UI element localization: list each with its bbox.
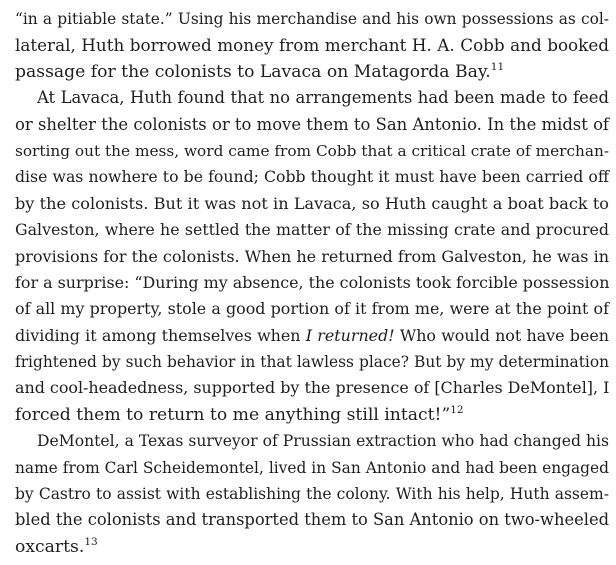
- paragraph-2: [15, 85, 609, 428]
- text-line: provisions for the colonists. When he returned from Galveston, he was in: [15, 246, 609, 266]
- text-line: and cool-headedness, supported by the presence of [Charles DeMontel], I: [15, 378, 610, 398]
- text-line: DeMontel, a Texas surveyor of Prussian extraction who had changed his: [37, 432, 609, 451]
- text-line: name from Carl Scheidemontel, lived in San Antonio and had been engaged: [15, 458, 609, 477]
- text-line: sorting out the mess, word came from Cobb that a critical crate of merchan-: [15, 141, 609, 160]
- text-line: by the colonists. But it was not in Lavaca, so Huth caught a boat back to: [15, 193, 609, 213]
- text-line: Galveston, where he settled the matter of the missing crate and procured: [15, 220, 609, 240]
- text-line: bled the colonists and transported them to San Antonio on two-wheeled: [15, 510, 609, 530]
- text-line: [15, 59, 609, 85]
- paragraph-1: [15, 6, 609, 85]
- text-run: Who would not have been: [394, 325, 609, 345]
- text-run: dividing it among themselves when: [15, 325, 306, 345]
- text-run: oxcarts.: [15, 536, 85, 557]
- text-line: lateral, Huth borrowed money from merchant H. A. Cobb and booked: [15, 35, 609, 56]
- text-line: At Lavaca, Huth found that no arrangements had been made to feed: [37, 88, 609, 108]
- italic-text: I returned!: [305, 325, 395, 345]
- text-run: forced them to return to me anything still intact!”: [15, 404, 451, 425]
- footnote-marker: 12: [450, 403, 464, 416]
- text-line: frightened by such behavior in that lawless place? But by my determination: [15, 353, 609, 372]
- text-line: by Castro to assist with establishing the colony. With his help, Huth assem-: [15, 485, 609, 504]
- text-line: “in a pitiable state.” Using his merchandise and his own possessions as col-: [15, 10, 609, 28]
- text-line: [15, 323, 609, 349]
- text-line: for a surprise: “During my absence, the colonists took forcible possession: [15, 272, 610, 292]
- text-line: dise was nowhere to be found; Cobb thought it must have been carried off: [15, 167, 609, 187]
- text-line: [15, 402, 609, 428]
- footnote-marker: 13: [84, 535, 98, 548]
- paragraph-3: [15, 428, 609, 560]
- text-run: passage for the colonists to Lavaca on Matagorda Bay.: [15, 61, 491, 82]
- text-line: [15, 534, 609, 560]
- text-line: of all my property, stole a good portion of it from me, were at the point of: [15, 299, 609, 319]
- text-line: or shelter the colonists or to move them to San Antonio. In the midst of: [15, 114, 609, 134]
- footnote-marker: 11: [490, 60, 505, 73]
